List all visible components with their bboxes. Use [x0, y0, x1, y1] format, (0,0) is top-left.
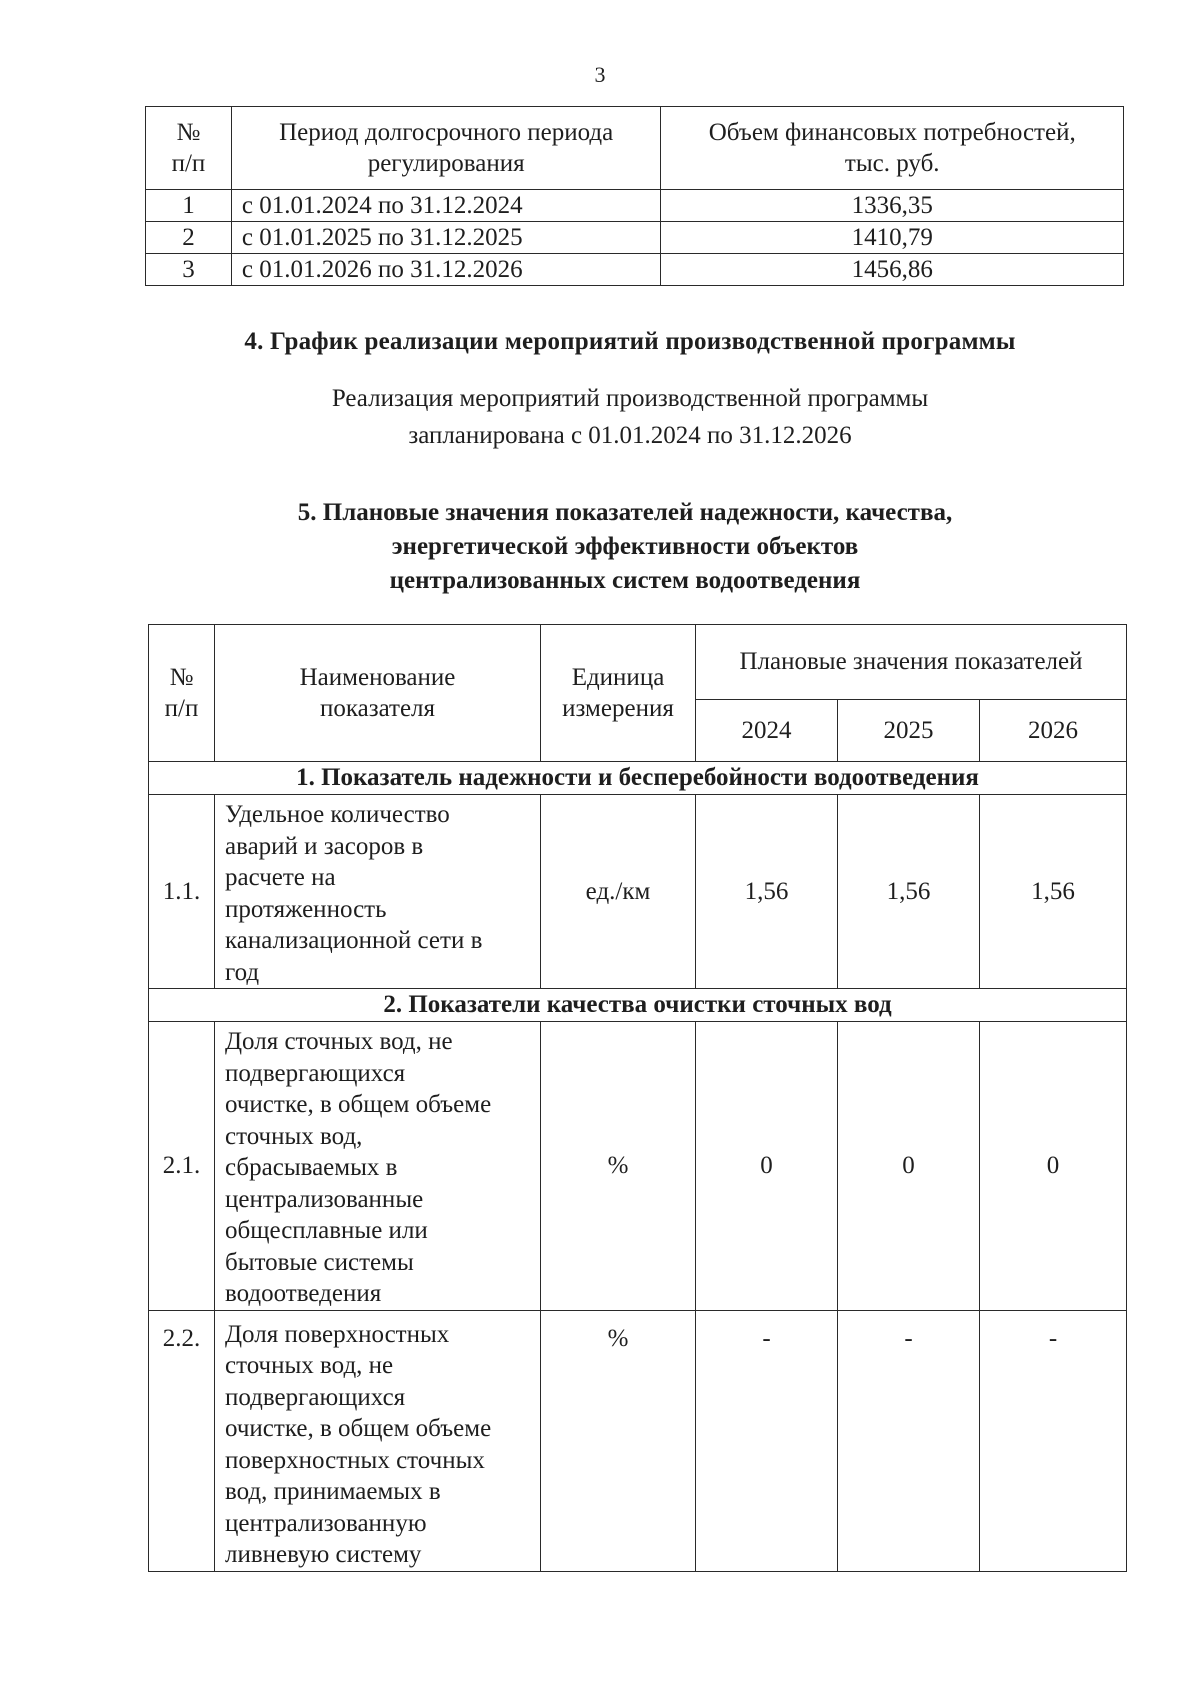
name-line: очистке, в общем объеме — [225, 1091, 492, 1118]
name-line: Доля поверхностных — [225, 1320, 450, 1348]
section-row — [149, 762, 1127, 795]
name-line: общесплавные или — [225, 1217, 428, 1244]
row-unit: ед./км — [541, 795, 696, 989]
header-name — [215, 625, 541, 762]
row-value-2025: - — [838, 1310, 980, 1571]
section4-text-line1: Реализация мероприятий производственной программы — [331, 385, 929, 412]
name-line: сбрасываемых в — [225, 1154, 398, 1181]
header-volume — [661, 107, 1124, 190]
table-row — [149, 1310, 1127, 1571]
row-num: 2.2. — [149, 1310, 215, 1571]
row-value: 1456,86 — [661, 254, 1124, 286]
section5-heading — [160, 496, 1090, 598]
name-line: подвергающихся — [225, 1383, 406, 1411]
name-line: централизованную — [225, 1509, 427, 1537]
row-value-2025: 1,56 — [838, 795, 980, 989]
header-year-2026: 2026 — [980, 699, 1127, 761]
section5-heading-line2: энергетической эффективности объектов — [391, 533, 859, 560]
row-value: 1336,35 — [661, 190, 1124, 222]
row-period: с 01.01.2025 по 31.12.2025 — [231, 222, 661, 254]
header-period — [231, 107, 661, 190]
financial-needs-table — [145, 106, 1124, 286]
name-line: канализационной сети в — [225, 927, 483, 954]
name-line: подвергающихся — [225, 1059, 406, 1087]
header-name-line1: Наименование — [299, 664, 456, 691]
page-number: 3 — [594, 62, 606, 87]
row-unit: % — [541, 1022, 696, 1311]
header-num — [146, 107, 232, 190]
section2-title: 2. Показатели качества очистки сточных вод — [149, 989, 1127, 1022]
section4-text-line2: запланирована с 01.01.2024 по 31.12.2026 — [408, 422, 852, 449]
header-unit-line1: Единица — [571, 664, 665, 691]
header-unit-line2: измерения — [562, 695, 674, 722]
row-value-2024: 0 — [696, 1022, 838, 1311]
row-name — [215, 1310, 541, 1571]
header-num-line2: п/п — [171, 150, 206, 177]
header-num — [149, 625, 215, 762]
table-header-row — [149, 625, 1127, 700]
row-name — [215, 795, 541, 989]
name-line: аварий и засоров в — [225, 832, 424, 860]
table-row — [146, 222, 1124, 254]
name-line: бытовые системы — [225, 1248, 414, 1276]
row-value-2024: 1,56 — [696, 795, 838, 989]
section4-heading: 4. График реализации мероприятий производственной программы — [244, 328, 1016, 355]
row-period: с 01.01.2024 по 31.12.2024 — [231, 190, 661, 222]
row-period: с 01.01.2026 по 31.12.2026 — [231, 254, 661, 286]
row-value-2026: 0 — [980, 1022, 1127, 1311]
row-num: 1 — [146, 190, 232, 222]
section4-text — [130, 380, 1130, 454]
header-num-line1: № — [169, 664, 194, 691]
header-period-line1: Период долгосрочного периода — [279, 119, 614, 146]
header-volume-line2: тыс. руб. — [844, 150, 940, 177]
name-line: сточных вод, не — [225, 1352, 394, 1379]
name-line: водоотведения — [225, 1280, 382, 1307]
name-line: вод, принимаемых в — [225, 1478, 441, 1505]
section1-title: 1. Показатель надежности и бесперебойности водоотведения — [149, 762, 1127, 795]
row-num: 1.1. — [149, 795, 215, 989]
header-planned: Плановые значения показателей — [696, 625, 1127, 700]
row-value-2026: 1,56 — [980, 795, 1127, 989]
header-year-2024: 2024 — [696, 699, 838, 761]
row-unit: % — [541, 1310, 696, 1571]
header-year-2025: 2025 — [838, 699, 980, 761]
row-num: 3 — [146, 254, 232, 286]
indicators-table — [148, 624, 1127, 1572]
table-row — [149, 795, 1127, 989]
name-line: год — [225, 958, 260, 986]
row-num: 2.1. — [149, 1022, 215, 1311]
name-line: протяженность — [225, 895, 387, 923]
section5-heading-line1: 5. Плановые значения показателей надежности, качества, — [297, 499, 953, 526]
table-row — [149, 1022, 1127, 1311]
name-line: очистке, в общем объеме — [225, 1415, 492, 1442]
name-line: Доля сточных вод, не — [225, 1028, 453, 1055]
header-num-line1: № — [176, 119, 201, 146]
name-line: централизованные — [225, 1185, 424, 1213]
row-value-2026: - — [980, 1310, 1127, 1571]
header-volume-line1: Объем финансовых потребностей, — [708, 119, 1076, 146]
row-value-2025: 0 — [838, 1022, 980, 1311]
name-line: ливневую систему — [225, 1541, 422, 1568]
name-line: сточных вод, — [225, 1122, 363, 1150]
row-num: 2 — [146, 222, 232, 254]
table-row — [146, 190, 1124, 222]
table-header-row — [146, 107, 1124, 190]
name-line: Удельное количество — [225, 801, 450, 828]
row-value-2024: - — [696, 1310, 838, 1571]
header-period-line2: регулирования — [367, 150, 525, 177]
section-row — [149, 989, 1127, 1022]
header-num-line2: п/п — [164, 695, 199, 722]
section5-heading-line3: централизованных систем водоотведения — [389, 567, 861, 594]
name-line: расчете на — [225, 864, 336, 891]
header-unit — [541, 625, 696, 762]
row-value: 1410,79 — [661, 222, 1124, 254]
row-name — [215, 1022, 541, 1311]
header-name-line2: показателя — [319, 695, 436, 722]
name-line: поверхностных сточных — [225, 1446, 485, 1474]
table-row — [146, 254, 1124, 286]
